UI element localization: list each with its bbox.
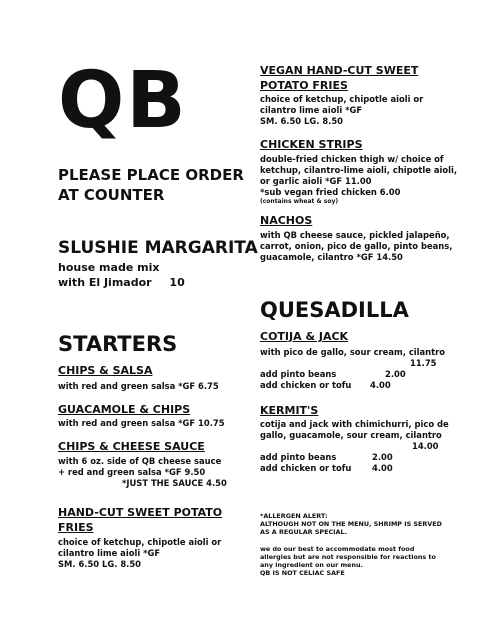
allergen-line7: QB IS NOT CELIAC SAFE [260, 569, 345, 577]
potato-line3: SM. 6.50 LG. 8.50 [58, 559, 142, 569]
starters-title: STARTERS [58, 332, 178, 356]
kermit-line2: gallo, guacamole, sour cream, cilantro [260, 430, 442, 440]
slushie-title: SLUSHIE MARGARITA [58, 238, 258, 258]
cheese-line3: *JUST THE SAUCE 4.50 [122, 478, 227, 488]
cheese-line1: with 6 oz. side of QB cheese sauce [58, 456, 222, 466]
strips-line1: double-fried chicken thigh w/ choice of [260, 154, 444, 164]
cotija-name: COTIJA & JACK [260, 330, 349, 343]
cotija-add1-row [260, 369, 406, 380]
strips-line4: *sub vegan fried chicken 6.00 [260, 187, 401, 197]
cotija-add2-label: add chicken or tofu [260, 380, 352, 390]
vegan-line1: choice of ketchup, chipotle aioli or [260, 94, 424, 104]
strips-line3: or garlic aioli *GF 11.00 [260, 176, 372, 186]
nachos-name: NACHOS [260, 214, 313, 227]
vegan-name1: VEGAN HAND-CUT SWEET [260, 64, 419, 77]
kermit-name: KERMIT'S [260, 404, 319, 417]
allergen-line5: allergies but are not responsible for reactions to [260, 553, 436, 561]
order-notice: PLEASE PLACE ORDER AT COUNTER [58, 166, 244, 204]
cotija-add2-price: 4.00 [370, 380, 391, 390]
chips-salsa-name: CHIPS & SALSA [58, 364, 153, 377]
nachos-line2: carrot, onion, pico de gallo, pinto beans, [260, 241, 453, 251]
kermit-add1-label: add pinto beans [260, 452, 337, 462]
allergen-line3: AS A REGULAR SPECIAL. [260, 528, 347, 536]
kermit-price: 14.00 [412, 441, 439, 451]
slushie-price: 10 [169, 276, 185, 289]
potato-name2: FRIES [58, 521, 94, 534]
allergen-line1: *ALLERGEN ALERT: [260, 512, 328, 520]
cheese-name: CHIPS & CHEESE SAUCE [58, 440, 205, 453]
allergen-line4: we do our best to accommodate most food [260, 545, 415, 553]
vegan-name2: POTATO FRIES [260, 79, 348, 92]
allergen-line6: any ingredient on our menu. [260, 561, 363, 569]
chips-salsa-desc: with red and green salsa *GF 6.75 [58, 381, 219, 391]
slushie-line1: house made mix [58, 261, 160, 274]
kermit-add2-row [260, 463, 393, 474]
slushie-line2-row [58, 275, 228, 290]
slushie-line2: with El Jimador [58, 276, 152, 289]
strips-name: CHICKEN STRIPS [260, 138, 363, 151]
cotija-line1: with pico de gallo, sour cream, cilantro [260, 347, 446, 357]
cotija-add1-price: 2.00 [385, 369, 406, 379]
guac-name: GUACAMOLE & CHIPS [58, 403, 191, 416]
guac-desc: with red and green salsa *GF 10.75 [58, 418, 225, 428]
kermit-add2-price: 4.00 [372, 463, 393, 473]
potato-line1: choice of ketchup, chipotle aioli or [58, 537, 222, 547]
cotija-price: 11.75 [410, 358, 437, 368]
kermit-add1-row [260, 452, 393, 463]
nachos-line3: guacamole, cilantro *GF 14.50 [260, 252, 403, 262]
strips-line2: ketchup, cilantro-lime aioli, chipotle aioli, [260, 165, 458, 175]
qb-logo: QB [58, 56, 188, 146]
cotija-add1-label: add pinto beans [260, 369, 337, 379]
potato-line2: cilantro lime aioli *GF [58, 548, 161, 558]
kermit-line1: cotija and jack with chimichurri, pico de [260, 419, 449, 429]
cheese-line2: + red and green salsa *GF 9.50 [58, 467, 206, 477]
vegan-line3: SM. 6.50 LG. 8.50 [260, 116, 344, 126]
nachos-line1: with QB cheese sauce, pickled jalapeño, [260, 230, 450, 240]
cotija-add2-row [260, 380, 391, 391]
quesadilla-title: QUESADILLA [260, 298, 409, 322]
potato-name1: HAND-CUT SWEET POTATO [58, 506, 223, 519]
allergen-line2: ALTHOUGH NOT ON THE MENU, SHRIMP IS SERVED [260, 520, 442, 528]
kermit-add1-price: 2.00 [372, 452, 393, 462]
vegan-line2: cilantro lime aioli *GF [260, 105, 363, 115]
kermit-add2-label: add chicken or tofu [260, 463, 352, 473]
strips-allergen-note: (contains wheat & soy) [260, 198, 339, 205]
